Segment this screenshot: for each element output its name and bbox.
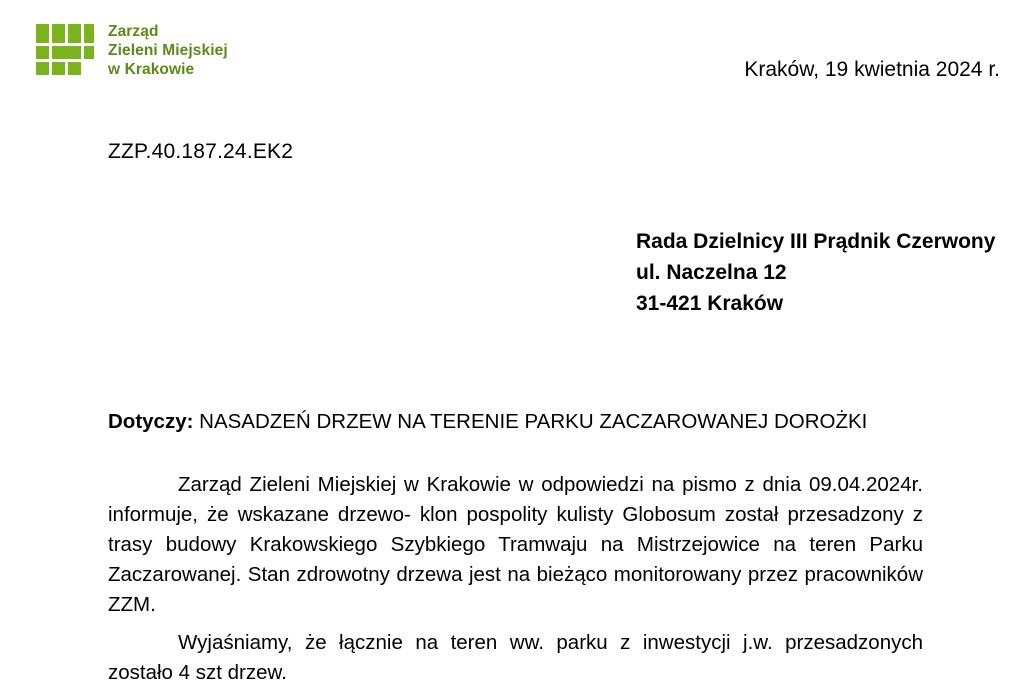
body-paragraph-2: Wyjaśniamy, że łącznie na teren ww. parku z inwestycji j.w. przesadzonych zostało 4 szt drzew. [108, 631, 923, 684]
subject-label: Dotyczy: [108, 410, 194, 433]
place-and-date: Kraków, 19 kwietnia 2024 r. [744, 58, 1000, 81]
letterhead [36, 22, 228, 82]
subject-text: NASADZEŃ DRZEW NA TERENIE PARKU ZACZAROWANEJ DOROŻKI [193, 410, 868, 433]
addressee-line-1: Rada Dzielnicy III Prądnik Czerwony [636, 230, 996, 253]
addressee-block [636, 226, 996, 319]
addressee-line-3: 31-421 Kraków [636, 292, 784, 315]
organization-name [108, 22, 228, 79]
subject-line [108, 410, 932, 434]
organization-name-line-1: Zarząd [108, 23, 159, 40]
organization-name-line-2: Zieleni Miejskiej [108, 42, 228, 59]
addressee-line-2: ul. Naczelna 12 [636, 261, 787, 284]
zzm-logo-icon [36, 24, 94, 82]
reference-number: ZZP.40.187.24.EK2 [108, 140, 294, 163]
body-paragraph-1: Zarząd Zieleni Miejskiej w Krakowie w odpowiedzi na pismo z dnia 09.04.2024r. informuje, że wskazane drzewo- klon pospolity kulisty Globosum został przesadzony z trasy budowy Krakowskiego Szybkiego Tramwaju na Mistrzejowice na teren Parku Zaczarowanej. Stan zdrowotny drzewa jest na bieżąco monitorowany przez pracowników ZZM. [108, 473, 923, 616]
organization-name-line-3: w Krakowie [108, 61, 195, 78]
letter-body [108, 470, 923, 688]
